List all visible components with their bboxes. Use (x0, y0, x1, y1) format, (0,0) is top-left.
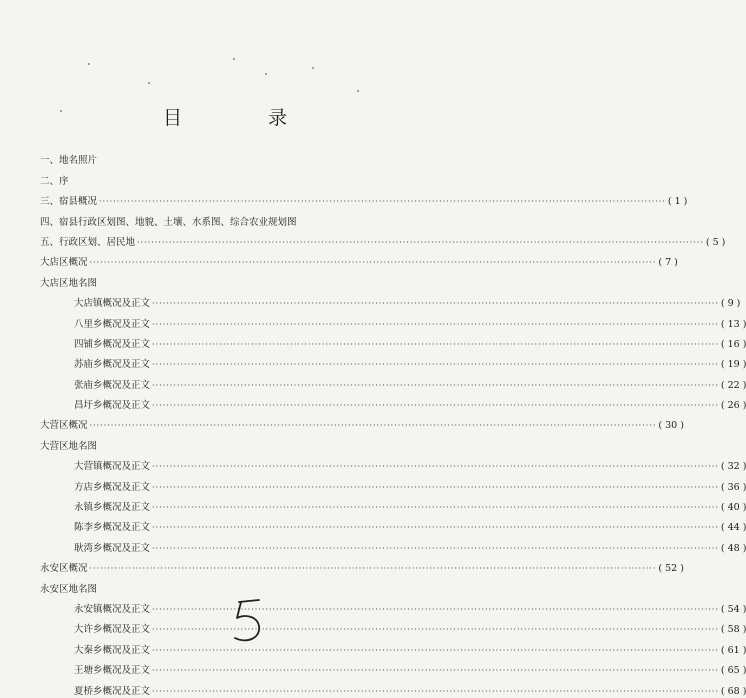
toc-entry-label: 大营区地名图 (40, 440, 98, 452)
toc-leader-dots: ································································································································································ (152, 625, 719, 635)
toc-entry-label: 大店镇概况及正文 (74, 298, 151, 310)
toc-entry-page: ( 9 ) (720, 298, 741, 310)
toc-entry-page: ( 26 ) (720, 400, 746, 412)
toc-entry-page: ( 36 ) (720, 481, 746, 493)
toc-entry (40, 208, 408, 228)
toc-entry (40, 269, 408, 289)
toc-entry-label: 永安镇概况及正文 (74, 603, 151, 615)
toc-leader-dots: ································································································································································ (152, 299, 719, 309)
toc-entry-page: ( 30 ) (658, 420, 684, 432)
toc-entry-page: ( 61 ) (720, 644, 746, 656)
toc-entry (40, 310, 746, 330)
toc-leader-dots: ································································································································································ (152, 543, 719, 553)
toc-entry-label: 张庙乡概况及正文 (74, 379, 151, 391)
toc-entry-label: 大许乡概况及正文 (74, 624, 151, 636)
toc-entry-label: 大营区概况 (40, 420, 88, 432)
toc-entry (40, 677, 746, 697)
toc-entry-page: ( 40 ) (720, 502, 746, 514)
page-title: 目 录 (162, 107, 328, 129)
toc-entry-label: 四、宿县行政区划图、地貌、土壤、水系图、综合农业规划图 (40, 216, 297, 228)
toc-leader-dots: ································································································································································ (152, 645, 719, 655)
toc-entry (40, 657, 746, 677)
toc-entry-label: 大秦乡概况及正文 (74, 644, 151, 656)
toc-entry-label: 四铺乡概况及正文 (74, 338, 151, 350)
toc-leader-dots: ································································································································································ (137, 237, 704, 247)
toc-entry-label: 方店乡概况及正文 (74, 481, 151, 493)
toc-leader-dots: ································································································································································ (152, 360, 719, 370)
toc-leader-dots: ································································································································································ (152, 401, 719, 411)
toc-entry-label: 永安区概况 (40, 563, 88, 575)
toc-leader-dots: ································································································································································ (89, 258, 657, 268)
toc-entry-label: 一、地名照片 (40, 155, 98, 167)
handwritten-page-number (229, 598, 267, 644)
toc-entry (40, 514, 746, 534)
toc-entry-page: ( 22 ) (720, 379, 746, 391)
toc-entry-page: ( 32 ) (720, 461, 746, 473)
toc-entry-page: ( 52 ) (658, 563, 684, 575)
toc-entry (40, 229, 726, 249)
toc-entry-label: 大营镇概况及正文 (74, 461, 151, 473)
toc-entry-page: ( 16 ) (720, 338, 746, 350)
toc-leader-dots: ································································································································································ (152, 503, 719, 513)
toc-entry (40, 351, 746, 371)
toc-leader-dots: ································································································································································ (89, 421, 657, 431)
toc-entry-label: 大店区地名图 (40, 277, 98, 289)
toc-entry (40, 596, 746, 616)
toc-entry (40, 494, 746, 514)
toc-entry (40, 473, 746, 493)
toc-leader-dots: ································································································································································ (152, 523, 719, 533)
toc-entry (40, 616, 746, 636)
toc-entry (40, 371, 746, 391)
toc-entry-label: 三、宿县概况 (40, 196, 98, 208)
toc-entry (40, 453, 746, 473)
toc-entry (40, 331, 746, 351)
toc-entry (40, 412, 684, 432)
toc-entry-page: ( 54 ) (720, 603, 746, 615)
toc-entry-page: ( 48 ) (720, 542, 746, 554)
toc-entry-label: 大店区概况 (40, 257, 88, 269)
toc-entry-label: 苏庙乡概况及正文 (74, 359, 151, 371)
toc-entry-label: 王塘乡概况及正文 (74, 665, 151, 677)
toc-entry-label: 永安区地名图 (40, 583, 98, 595)
toc-entry-label: 陈李乡概况及正文 (74, 522, 151, 534)
toc-entry-page: ( 7 ) (658, 257, 678, 269)
toc-entry-label: 二、序 (40, 175, 69, 187)
toc-entry-page: ( 13 ) (720, 318, 746, 330)
toc-leader-dots: ································································································································································ (152, 686, 719, 696)
toc-leader-dots: ································································································································································ (152, 462, 719, 472)
toc-entry (40, 534, 746, 554)
toc-entry-page: ( 19 ) (720, 359, 746, 371)
toc-entry (40, 290, 741, 310)
toc-leader-dots: ································································································································································ (152, 482, 719, 492)
toc-entry (40, 147, 408, 167)
toc-entry-label: 夏桥乡概况及正文 (74, 685, 151, 697)
toc-leader-dots: ································································································································································ (152, 666, 719, 676)
toc-entry (40, 167, 408, 187)
toc-leader-dots: ································································································································································ (89, 564, 657, 574)
toc-entry-label: 永镇乡概况及正文 (74, 502, 151, 514)
toc-entry (40, 188, 688, 208)
toc-leader-dots: ································································································································································ (152, 604, 719, 614)
toc-leader-dots: ································································································································································ (152, 380, 719, 390)
table-of-contents (40, 147, 746, 698)
toc-leader-dots: ································································································································································ (152, 339, 719, 349)
toc-entry-label: 耿湾乡概况及正文 (74, 542, 151, 554)
toc-entry (40, 392, 746, 412)
toc-entry-page: ( 58 ) (720, 624, 746, 636)
toc-entry-page: ( 1 ) (667, 196, 688, 208)
toc-leader-dots: ································································································································································ (99, 197, 666, 207)
toc-entry-label: 昌圩乡概况及正文 (74, 400, 151, 412)
toc-entry-label: 五、行政区划、居民地 (40, 236, 136, 248)
toc-entry (40, 432, 408, 452)
toc-entry-page: ( 65 ) (720, 665, 746, 677)
toc-entry (40, 575, 408, 595)
toc-entry-page: ( 5 ) (705, 236, 726, 248)
toc-entry-page: ( 68 ) (720, 685, 746, 697)
toc-entry (40, 636, 746, 656)
toc-leader-dots: ································································································································································ (152, 319, 719, 329)
toc-entry (40, 555, 684, 575)
toc-entry (40, 249, 678, 269)
toc-entry-label: 八里乡概况及正文 (74, 318, 151, 330)
toc-entry-page: ( 44 ) (720, 522, 746, 534)
